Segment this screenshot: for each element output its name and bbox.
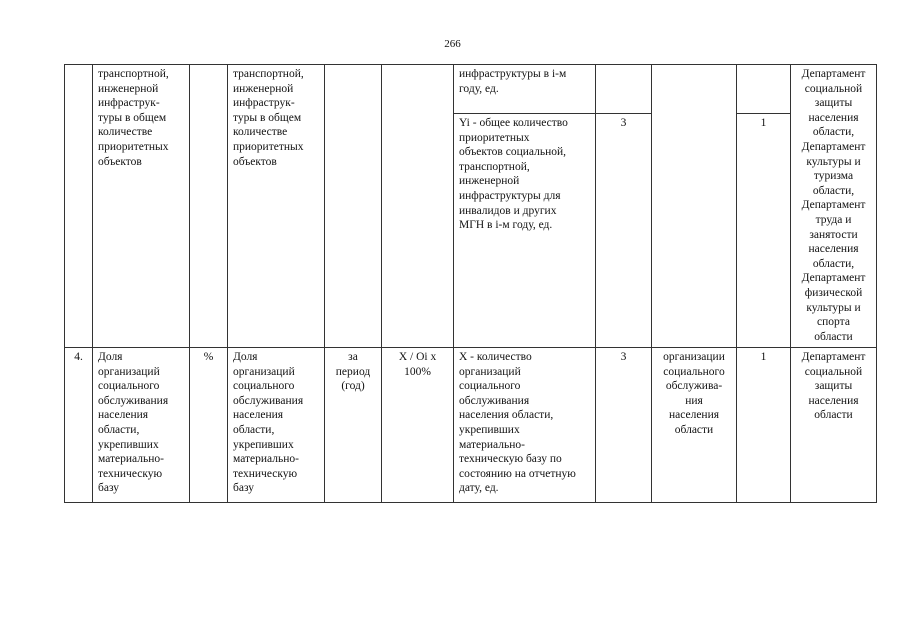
indicators-table	[64, 64, 877, 503]
cell-responsible: Департамент социальной защиты населения области, Департамент культуры и туризма области, Департамент труда и занятости населения области, Департамент физической культуры и спорта области	[791, 65, 877, 348]
cell-source-empty	[652, 65, 737, 348]
cell-formula: X / Oi x 100%	[382, 348, 454, 503]
cell-indicator-name: транспортной, инженерной инфраструк- туры в общем количестве приоритетных объектов	[93, 65, 190, 348]
cell-period: за период (год)	[325, 348, 382, 503]
cell-variable-description: инфраструктуры в i-м году, ед.	[454, 65, 596, 114]
cell-indicator-definition: транспортной, инженерной инфраструк- туры в общем количестве приоритетных объектов	[228, 65, 325, 348]
page-number: 266	[444, 38, 461, 50]
cell-indicator-name: Доля организаций социального обслуживания населения области, укрепивших материально- техническую базу	[93, 348, 190, 503]
cell-variable-description: X - количество организаций социального обслуживания населения области, укрепивших материально- техническую базу по состоянию на отчетную дату, ед.	[454, 348, 596, 503]
cell-method: 3	[596, 348, 652, 503]
cell-responsible: Департамент социальной защиты населения области	[791, 348, 877, 503]
cell-indicator-definition: Доля организаций социального обслуживания населения области, укрепивших материально- техническую базу	[228, 348, 325, 503]
cell-responsible-code-empty	[737, 65, 791, 114]
cell-period-empty	[325, 65, 382, 348]
cell-variable-description: Yi - общее количество приоритетных объектов социальной, транспортной, инженерной инфраструктуры для инвалидов и других МГН в i-м году, ед.	[454, 114, 596, 348]
cell-number: 4.	[65, 348, 93, 503]
cell-responsible-code: 1	[737, 348, 791, 503]
cell-formula-empty	[382, 65, 454, 348]
cell-method-empty	[596, 65, 652, 114]
cell-number-empty	[65, 65, 93, 348]
cell-unit: %	[190, 348, 228, 503]
cell-unit-empty	[190, 65, 228, 348]
cell-method: 3	[596, 114, 652, 348]
cell-source: организации социального обслужива- ния населения области	[652, 348, 737, 503]
table-row-4	[65, 348, 877, 503]
table-row-continued	[65, 65, 877, 114]
cell-responsible-code: 1	[737, 114, 791, 348]
